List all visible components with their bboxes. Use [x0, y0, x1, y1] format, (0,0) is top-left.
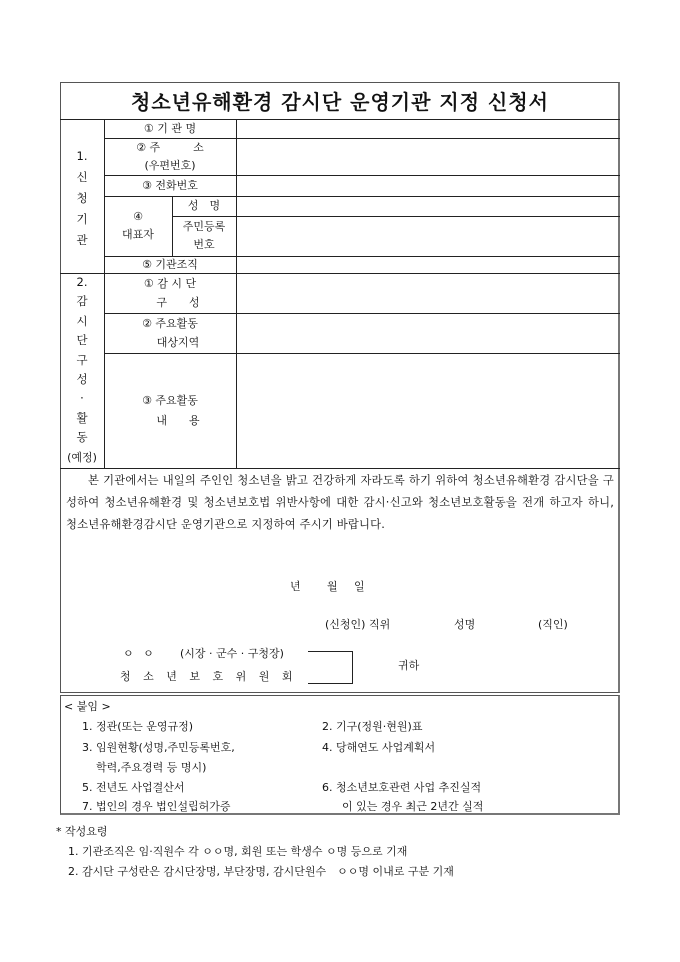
label-text: ③ 전화번호 — [142, 178, 198, 192]
date-day-label: 일 — [354, 580, 365, 593]
label-text: ② 주요활동 — [142, 317, 198, 330]
section2-label — [60, 273, 104, 467]
label-text: 내 용 — [156, 413, 200, 427]
attachments-header: < 붙임 > — [64, 700, 111, 713]
label-char: 시 — [76, 313, 88, 328]
notes-header: * 작성요령 — [56, 825, 108, 838]
label-char: 신 — [76, 170, 88, 184]
section1-label — [60, 146, 104, 251]
label-text: ① 감 시 단 — [143, 277, 197, 290]
label-text: ② 주 소 — [136, 140, 204, 154]
note-item: 2. 감시단 구성란은 감시단장명, 부단장명, 감시단원수 ㅇㅇ명 이내로 구분 기재 — [68, 865, 454, 878]
recipient-line1: (시장 · 군수 · 구청장) — [180, 647, 284, 660]
attachment-item: 1. 정관(또는 운영규정) — [82, 720, 194, 733]
label-char: 성 — [76, 372, 88, 387]
attachment-item: 4. 당해연도 사업계획서 — [322, 741, 436, 754]
team-composition-field[interactable] — [237, 274, 619, 312]
date-year-label: 년 — [290, 580, 301, 593]
label-text: ③ 주요활동 — [142, 393, 198, 407]
phone-field[interactable] — [237, 176, 619, 195]
attachment-item: 6. 청소년보호관련 사업 추진실적 — [322, 781, 482, 794]
address-field[interactable] — [237, 139, 619, 174]
recipient-suffix: 귀하 — [398, 659, 420, 672]
applicant-name-label: 성명 — [454, 618, 476, 631]
label-char: 활 — [76, 410, 88, 425]
row-label-rep-name — [172, 196, 236, 216]
label-char: 동 — [76, 430, 88, 445]
divider — [60, 468, 620, 469]
date-month-label: 월 — [327, 580, 338, 593]
activity-area-field[interactable] — [237, 314, 619, 352]
org-name-field[interactable] — [237, 120, 619, 137]
row-label-activity-area — [104, 313, 236, 353]
label-text: 대표자 — [122, 228, 154, 241]
label-char: 관 — [76, 233, 88, 247]
label-text: 구 성 — [156, 296, 200, 309]
label-char: 단 — [76, 333, 88, 348]
row-label-rep-id — [172, 216, 236, 256]
label-text: 대상지역 — [156, 336, 200, 349]
label-char: 1. — [76, 149, 88, 163]
activity-content-field[interactable] — [237, 354, 619, 467]
note-item: 1. 기관조직은 임·직원수 각 ㅇㅇ명, 회원 또는 학생수 ㅇ명 등으로 기재 — [68, 845, 408, 858]
attachment-item-continued: 학력,주요경력 등 명시) — [96, 761, 207, 774]
applicant-seal-label: (직인) — [538, 618, 568, 631]
label-text: (우편번호) — [144, 158, 196, 172]
label-char: 청 — [76, 191, 88, 205]
applicant-position-label: (신청인) 직위 — [325, 618, 391, 631]
label-text: ① 기 관 명 — [143, 121, 197, 135]
row-label-activity-content — [104, 353, 236, 468]
row-label-representative — [104, 196, 172, 256]
rep-name-field[interactable] — [237, 197, 619, 215]
row-label-phone — [104, 175, 236, 196]
attachments-box — [60, 695, 620, 815]
org-structure-field[interactable] — [237, 257, 619, 272]
row-label-org-name — [104, 119, 236, 138]
form-title: 청소년유해환경 감시단 운영기관 지정 신청서 — [131, 90, 549, 114]
label-char: 구 — [76, 352, 88, 367]
recipient-prefix: ㅇ ㅇ — [123, 647, 157, 660]
label-char: (예정) — [67, 450, 97, 464]
row-label-address — [104, 138, 236, 175]
row-label-org-structure — [104, 256, 236, 273]
label-char: 감 — [76, 294, 88, 309]
recipient-line2: 청 소 년 보 호 위 원 회 — [120, 670, 297, 683]
label-char: 기 — [76, 212, 88, 226]
attachment-item-continued: 이 있는 경우 최근 2년간 실적 — [342, 800, 484, 813]
attachment-item: 7. 법인의 경우 법인설립허가증 — [82, 800, 231, 813]
label-text: 번호 — [193, 238, 215, 251]
label-text: 주민등록 — [182, 220, 226, 233]
statement-text: 본 기관에서는 내일의 주인인 청소년을 밝고 건강하게 자라도록 하기 위하여 청소년유해환경 감시단을 구성하여 청소년유해환경 및 청소년보호법 위반사항에 대한 감시·신고와 청소년보호활동을 전개 하고자 하니, 청소년유해환경감시단 운영기관으로 지정하여 주시기 바랍니다. — [66, 474, 614, 531]
label-text: 성 명 — [187, 199, 221, 212]
label-text: ④ — [133, 210, 143, 223]
rep-id-field[interactable] — [237, 217, 619, 255]
statement-paragraph — [66, 470, 614, 536]
attachment-item: 2. 기구(정원·현원)표 — [322, 720, 423, 733]
label-text: ⑤ 기관조직 — [142, 257, 198, 271]
recipient-bracket — [308, 651, 353, 684]
row-label-team-composition — [104, 273, 236, 313]
attachment-item: 3. 임원현황(성명,주민등록번호, — [82, 741, 235, 754]
label-char: · — [80, 391, 84, 406]
attachment-item: 5. 전년도 사업결산서 — [82, 781, 185, 794]
label-char: 2. — [76, 275, 88, 289]
